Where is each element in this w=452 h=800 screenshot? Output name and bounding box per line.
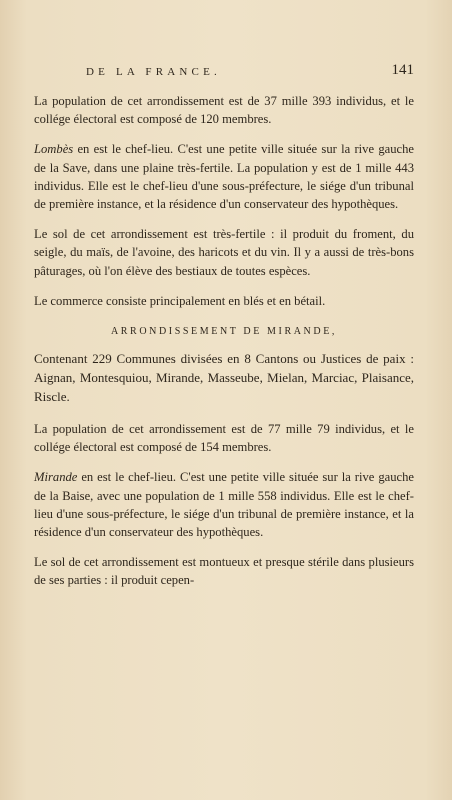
paragraph: La population de cet arrondissement est de 77 mille 79 individus, et le collége électoral est composé de 154 membres. [34, 422, 414, 455]
page-header [34, 64, 414, 84]
running-head: DE LA FRANCE. [86, 66, 221, 78]
paragraph: Mirande en est le chef-lieu. C'est une petite ville située sur la rive gauche de la Baise, avec une population de 1 mille 558 individus. Elle est le chef-lieu d'une sous-préfecture, le siége d'un tribunal de première instance, et la résidence d'un conservateur des hypothèques. [34, 470, 414, 540]
paragraph: Le sol de cet arrondissement est montueux et presque stérile dans plusieurs de ses parties : il produit cepen- [34, 555, 414, 588]
paragraph: La population de cet arrondissement est de 37 mille 393 individus, et le collége électoral est composé de 120 membres. [34, 94, 414, 127]
place-name: Mirande [34, 470, 78, 485]
page-body [34, 92, 414, 590]
page-number: 141 [391, 62, 414, 78]
paragraph: Le sol de cet arrondissement est très-fertile : il produit du froment, du seigle, du maïs, de l'avoine, des haricots et du vin. Il y a aussi de très-bons pâturages, où l'on élève des bestiaux de toutes espèces. [34, 227, 414, 278]
section-title: ARRONDISSEMENT DE MIRANDE, [110, 326, 338, 338]
paragraph: Lombès en est le chef-lieu. C'est une petite ville située sur la rive gauche de la Save, dans une plaine très-fertile. La population y est de 1 mille 443 individus. Elle est le chef-lieu d'une sous-préfecture, le siége d'un tribunal de première instance, et la résidence d'un conservateur des hypothèques. [34, 142, 414, 212]
summary-paragraph: Contenant 229 Communes divisées en 8 Cantons ou Justices de paix : Aignan, Montesquiou, Mirande, Masseube, Mielan, Marciac, Plaisance, Riscle. [34, 351, 414, 405]
paragraph: Le commerce consiste principalement en blés et en bétail. [34, 293, 326, 308]
place-name: Lombès [34, 142, 74, 157]
